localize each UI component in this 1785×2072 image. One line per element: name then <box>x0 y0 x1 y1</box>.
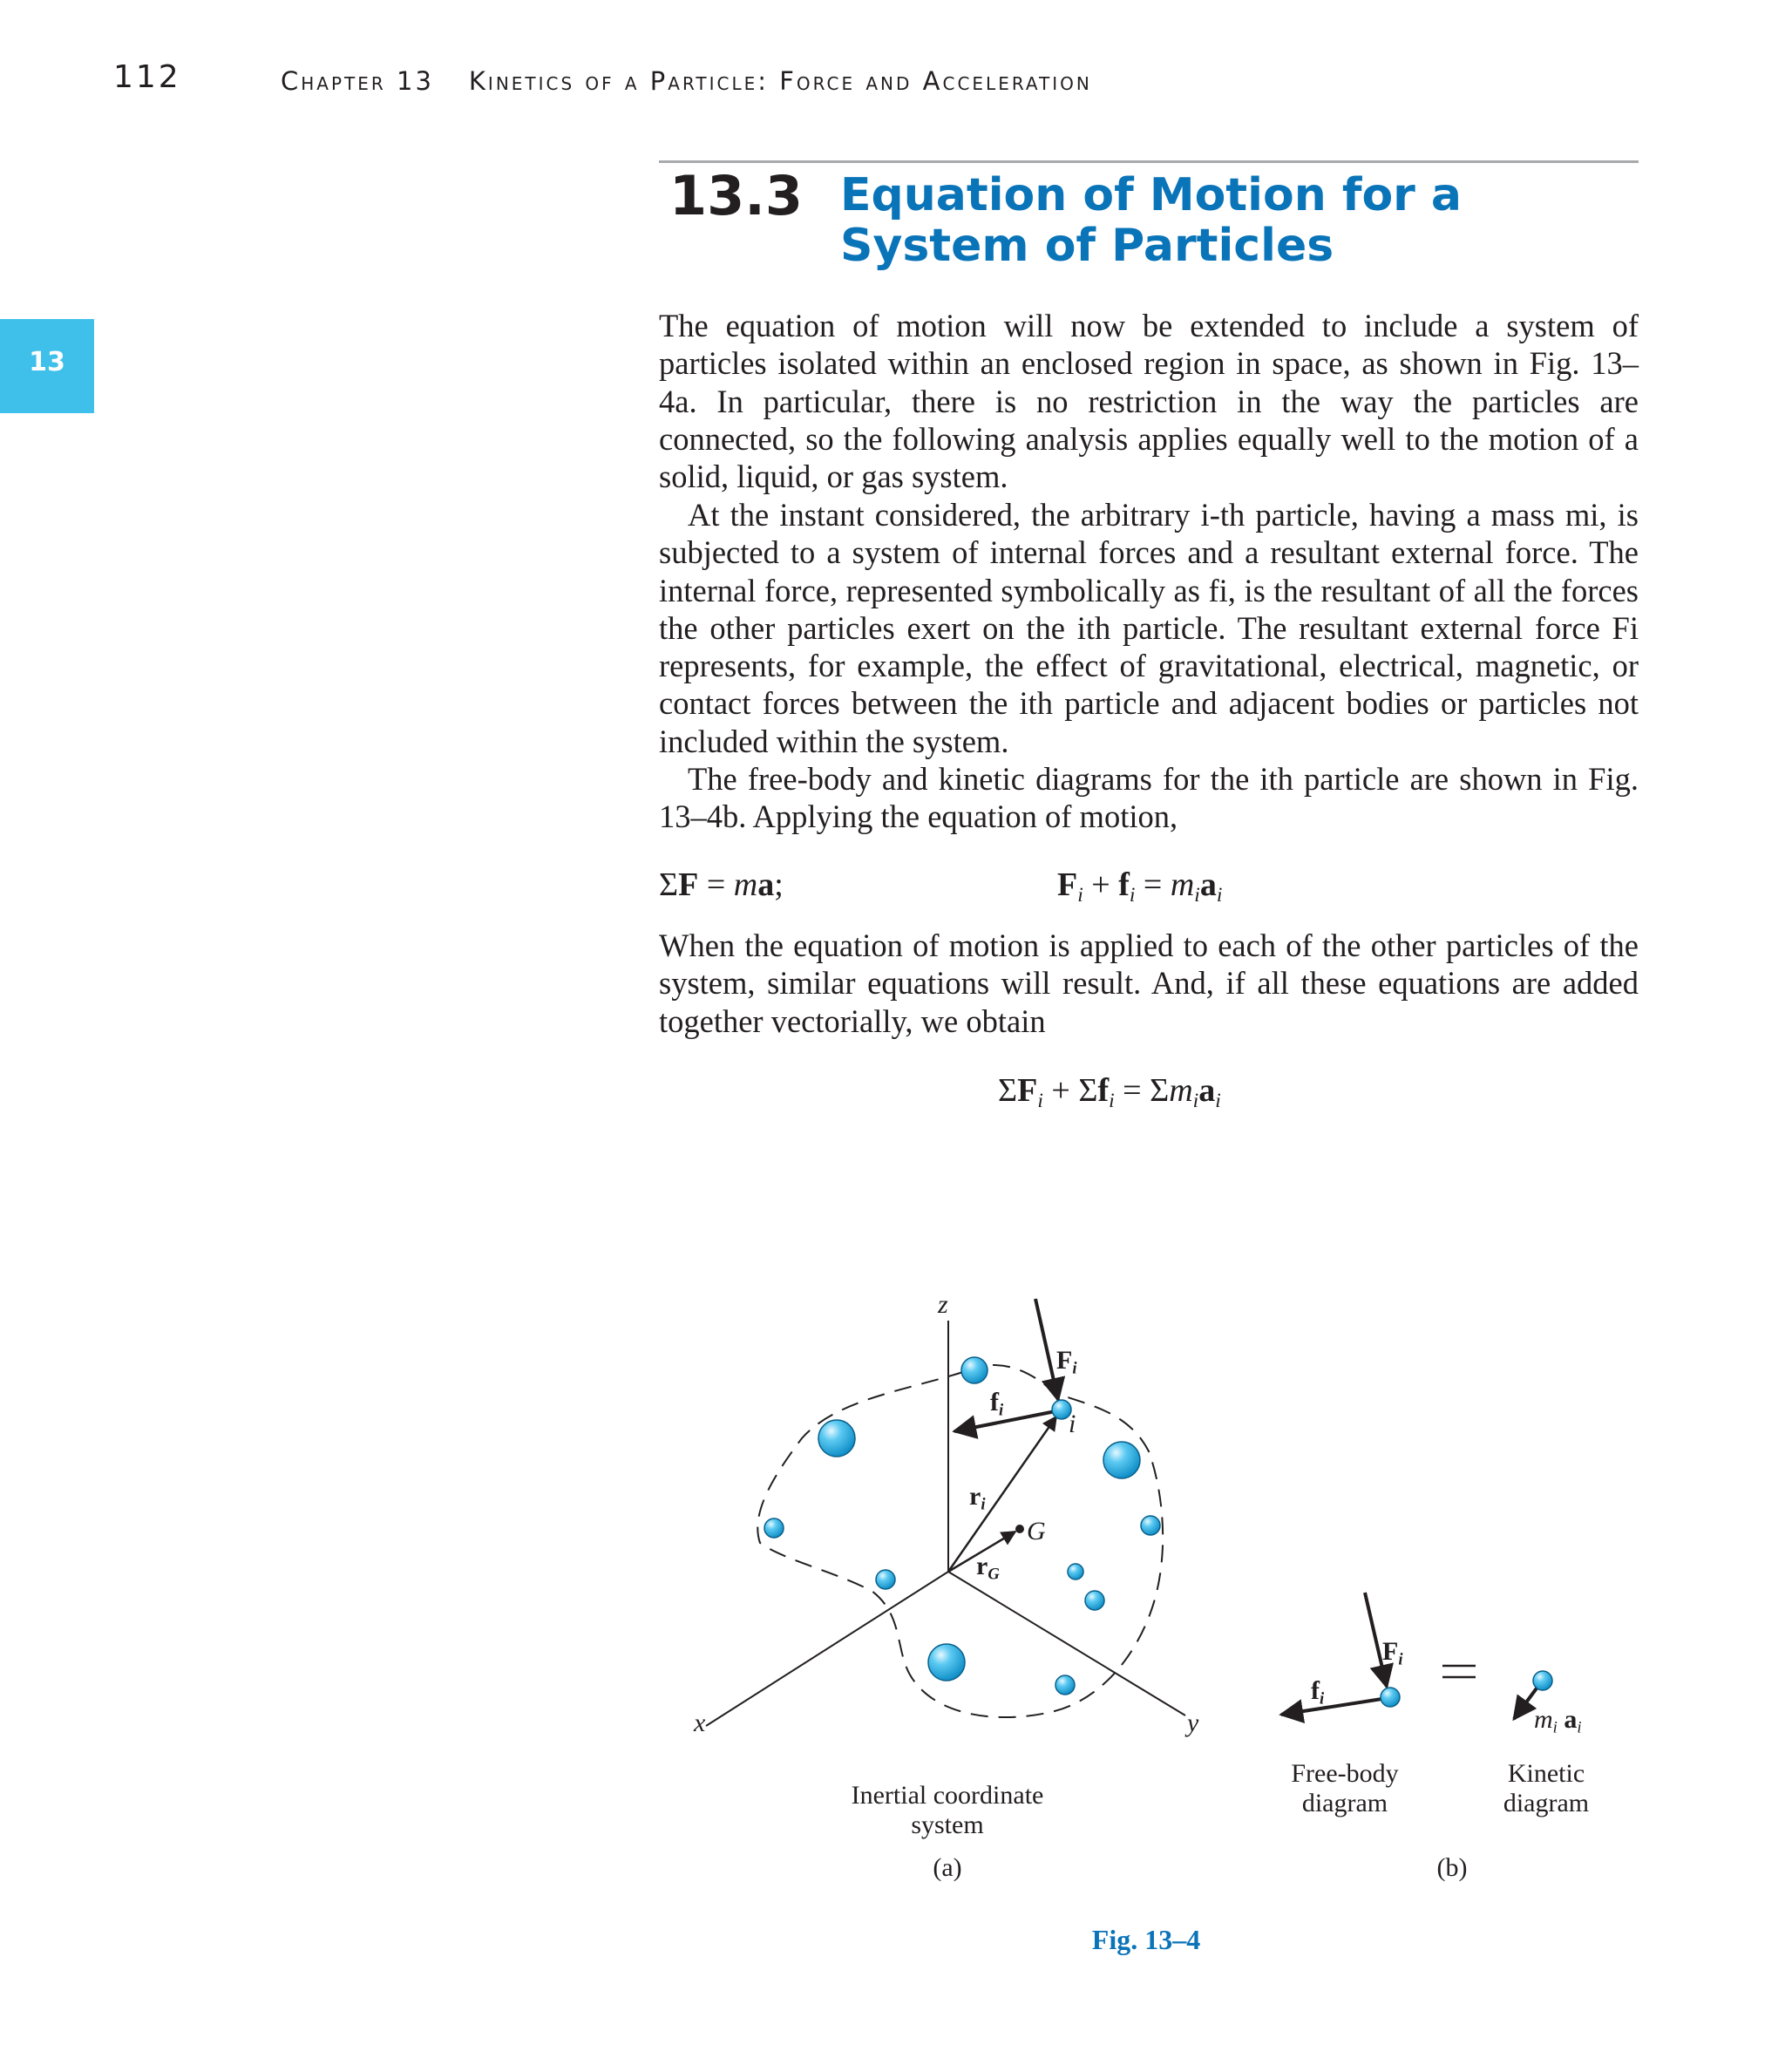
particle <box>1085 1591 1104 1610</box>
chapter-tab-label: 13 <box>29 347 65 377</box>
equation-1: $F_i + f_i = m_ia_i$ <box>1057 866 1223 907</box>
rG-label: $r_G$ <box>976 1552 1000 1584</box>
center-of-mass-G <box>1015 1525 1024 1533</box>
section-number: 13.3 <box>669 164 803 228</box>
paragraph-4-text: When the equation of motion is applied to each of the other particles of the system, similar equations will result. And, if all these equations are added together vectorially, we obtain <box>659 927 1639 1039</box>
paragraph-3-text: The free-body and kinetic diagrams for the ith particle are shown in Fig. 13–4b. Applying the equation of motion, <box>659 761 1639 835</box>
section-title: Equation of Motion for a System of Particles <box>840 169 1463 272</box>
y-axis-label: y <box>1187 1709 1199 1737</box>
x-axis <box>706 1572 948 1726</box>
sub-label-a: (a) <box>933 1853 962 1882</box>
equation-label: ΣF = ma; <box>659 866 784 903</box>
fbd-fi-arrow <box>1281 1698 1388 1715</box>
z-axis-label: z <box>938 1290 948 1319</box>
particle <box>1055 1675 1075 1695</box>
particle <box>1141 1516 1160 1535</box>
Fi-arrow <box>1035 1299 1058 1400</box>
caption-kinetic-diagram: Kinetic diagram <box>1503 1759 1590 1817</box>
fbd-fi-label: $f_i$ <box>1311 1676 1325 1709</box>
particle <box>928 1644 965 1681</box>
i-label: i <box>1069 1410 1076 1438</box>
particle <box>764 1518 784 1538</box>
sub-label-b: (b) <box>1436 1853 1468 1882</box>
paragraph-2-text: At the instant considered, the arbitrary i-th particle, having a mass mi, is subjected to a system of internal forces and a resultant external force. The internal force, represented symbolically as fi, is the resultant of all the forces the other particles exert on the ith particle. The resultant external force Fi represents, for example, the effect of gravitational, electrical, magnetic, or contact forces between the ith particle and adjacent bodies or particles not included within the system. <box>659 497 1639 759</box>
particle <box>818 1420 855 1457</box>
fi-label: $f_i$ <box>990 1388 1004 1420</box>
particle <box>876 1570 895 1589</box>
particle <box>1103 1442 1140 1478</box>
chapter-title: Kinetics of a Particle: Force and Acceleration <box>468 66 1092 96</box>
kd-particle <box>1533 1671 1552 1690</box>
ri-label: $r_i$ <box>969 1482 986 1514</box>
caption-inertial-system: Inertial coordinate system <box>851 1781 1044 1839</box>
x-axis-label: x <box>694 1709 706 1737</box>
G-label: G <box>1027 1517 1046 1546</box>
equation-2: $\Sigma F_i + \Sigma f_i = \Sigma m_ia_i$ <box>998 1072 1221 1113</box>
fbd-particle <box>1381 1688 1400 1707</box>
caption-free-body-diagram: Free-body diagram <box>1291 1759 1399 1817</box>
particle <box>961 1357 988 1383</box>
fi-arrow <box>954 1410 1060 1431</box>
fbd-Fi-label: $F_i$ <box>1382 1637 1403 1669</box>
ri-vector <box>948 1416 1056 1572</box>
kd-mai-label: $m_i$ $a_i$ <box>1534 1705 1582 1737</box>
Fi-label: $F_i$ <box>1056 1346 1077 1378</box>
figure-caption: Fig. 13–4 <box>1091 1924 1201 1955</box>
paragraph-1-text: The equation of motion will now be extended to include a system of particles isolated within an enclosed region in space, as shown in Fig. 13–4a. In particular, there is no restriction in the way the particles are connected, so the following analysis applies equally well to the motion of a solid, liquid, or gas system. <box>659 308 1639 495</box>
chapter-label: Chapter 13 <box>281 66 434 96</box>
particle <box>1068 1564 1083 1579</box>
page-number: 112 <box>113 59 181 95</box>
particles <box>764 1357 1160 1695</box>
